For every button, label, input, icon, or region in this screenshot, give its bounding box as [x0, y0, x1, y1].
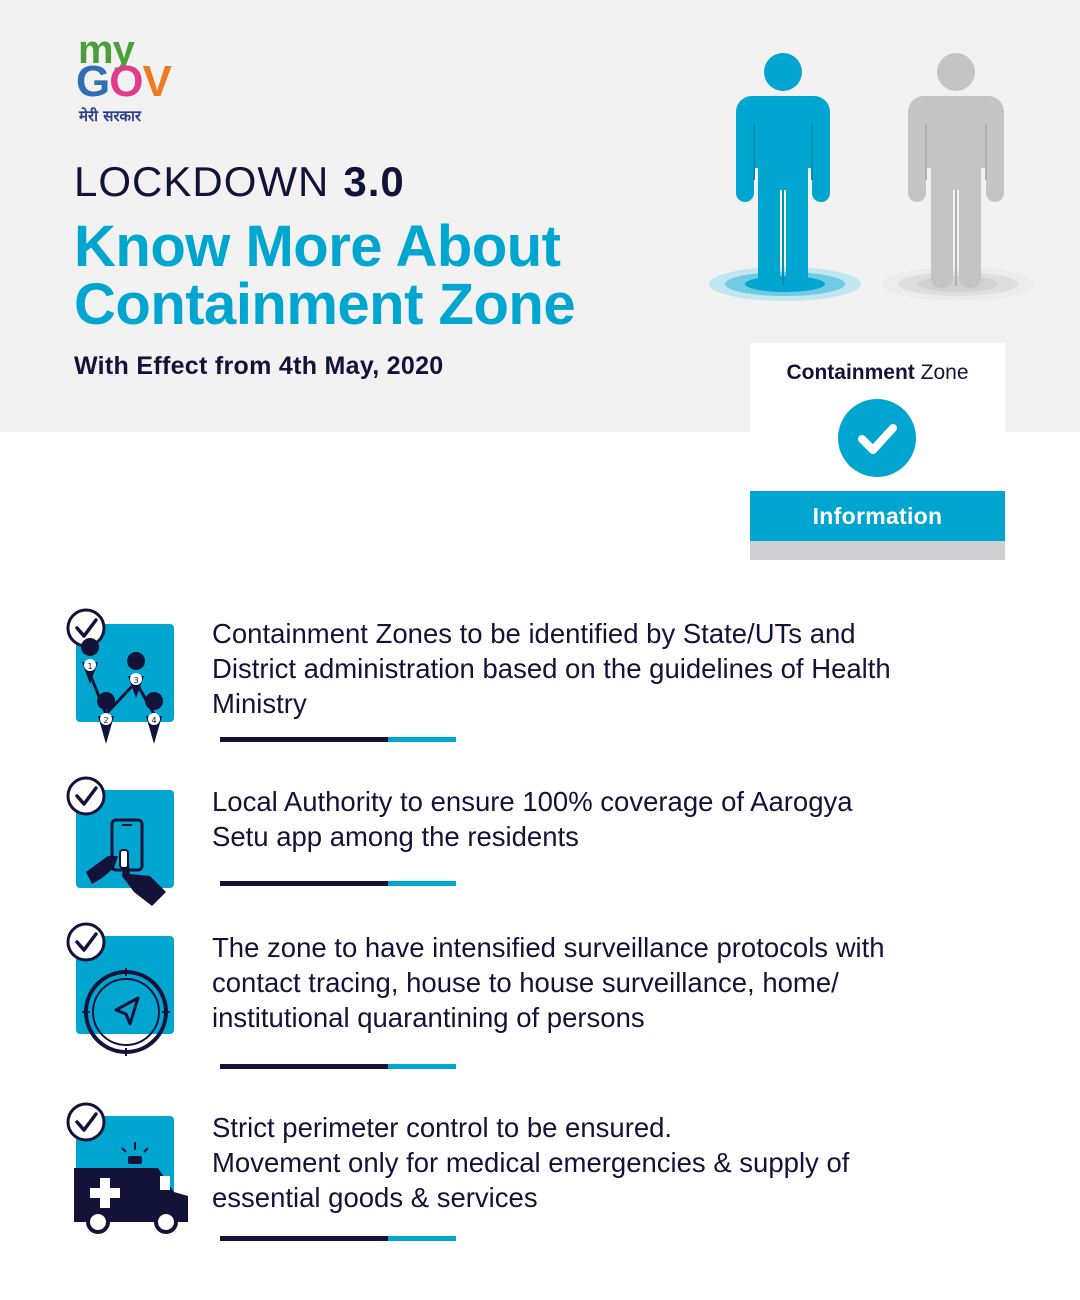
item-divider [220, 737, 456, 742]
effective-date: With Effect from 4th May, 2020 [74, 352, 444, 380]
logo-letter-v: V [142, 57, 171, 106]
compass-tracking-icon [62, 918, 202, 1068]
pin-label-2: 2 [103, 716, 109, 725]
information-button[interactable]: Information [750, 491, 1005, 541]
check-circle-icon [838, 399, 916, 477]
headline-line-1: Know More About [74, 214, 561, 279]
logo-letter-g: G [76, 57, 110, 106]
logo-gov-text [76, 57, 171, 106]
map-route-pins-icon [62, 604, 202, 754]
containment-zone-card [750, 343, 1005, 560]
person-grey-icon [882, 53, 1034, 301]
item-text: Local Authority to ensure 100% coverage of Aarogya Setu app among the residents [212, 786, 853, 852]
headline-line-2: Containment Zone [74, 272, 576, 337]
button-shadow [750, 541, 1005, 560]
item-text: The zone to have intensified surveillance protocols with contact tracing, house to house surveillance, home/ institutional quarantining of persons [212, 932, 885, 1033]
phone-in-hand-icon [62, 772, 202, 922]
mygov-logo[interactable] [76, 30, 206, 130]
logo-letter-o: O [109, 57, 143, 106]
card-title-bold: Containment [786, 361, 915, 384]
ambulance-icon [62, 1098, 202, 1248]
card-title [750, 361, 1005, 385]
pin-label-1: 1 [87, 662, 93, 671]
person-blue-icon [709, 53, 861, 301]
pin-label-4: 4 [151, 716, 157, 725]
people-illustration [700, 40, 1050, 310]
item-divider [220, 1236, 456, 1241]
item-text: Strict perimeter control to be ensured. Movement only for medical emergencies & supply of essential goods & services [212, 1112, 850, 1213]
lockdown-label: LOCKDOWN [74, 158, 330, 205]
card-title-regular: Zone [920, 361, 969, 384]
lockdown-number: 3.0 [343, 158, 405, 205]
item-text: Containment Zones to be identified by State/UTs and District administration based on the guidelines of Health Ministry [212, 618, 891, 719]
logo-my-text: my [78, 28, 134, 72]
logo-subtitle: मेरी सरकार [79, 107, 142, 125]
page-title [74, 214, 694, 337]
item-divider [220, 1064, 456, 1069]
lockdown-title [74, 158, 405, 206]
pin-label-3: 3 [133, 676, 139, 685]
item-divider [220, 881, 456, 886]
